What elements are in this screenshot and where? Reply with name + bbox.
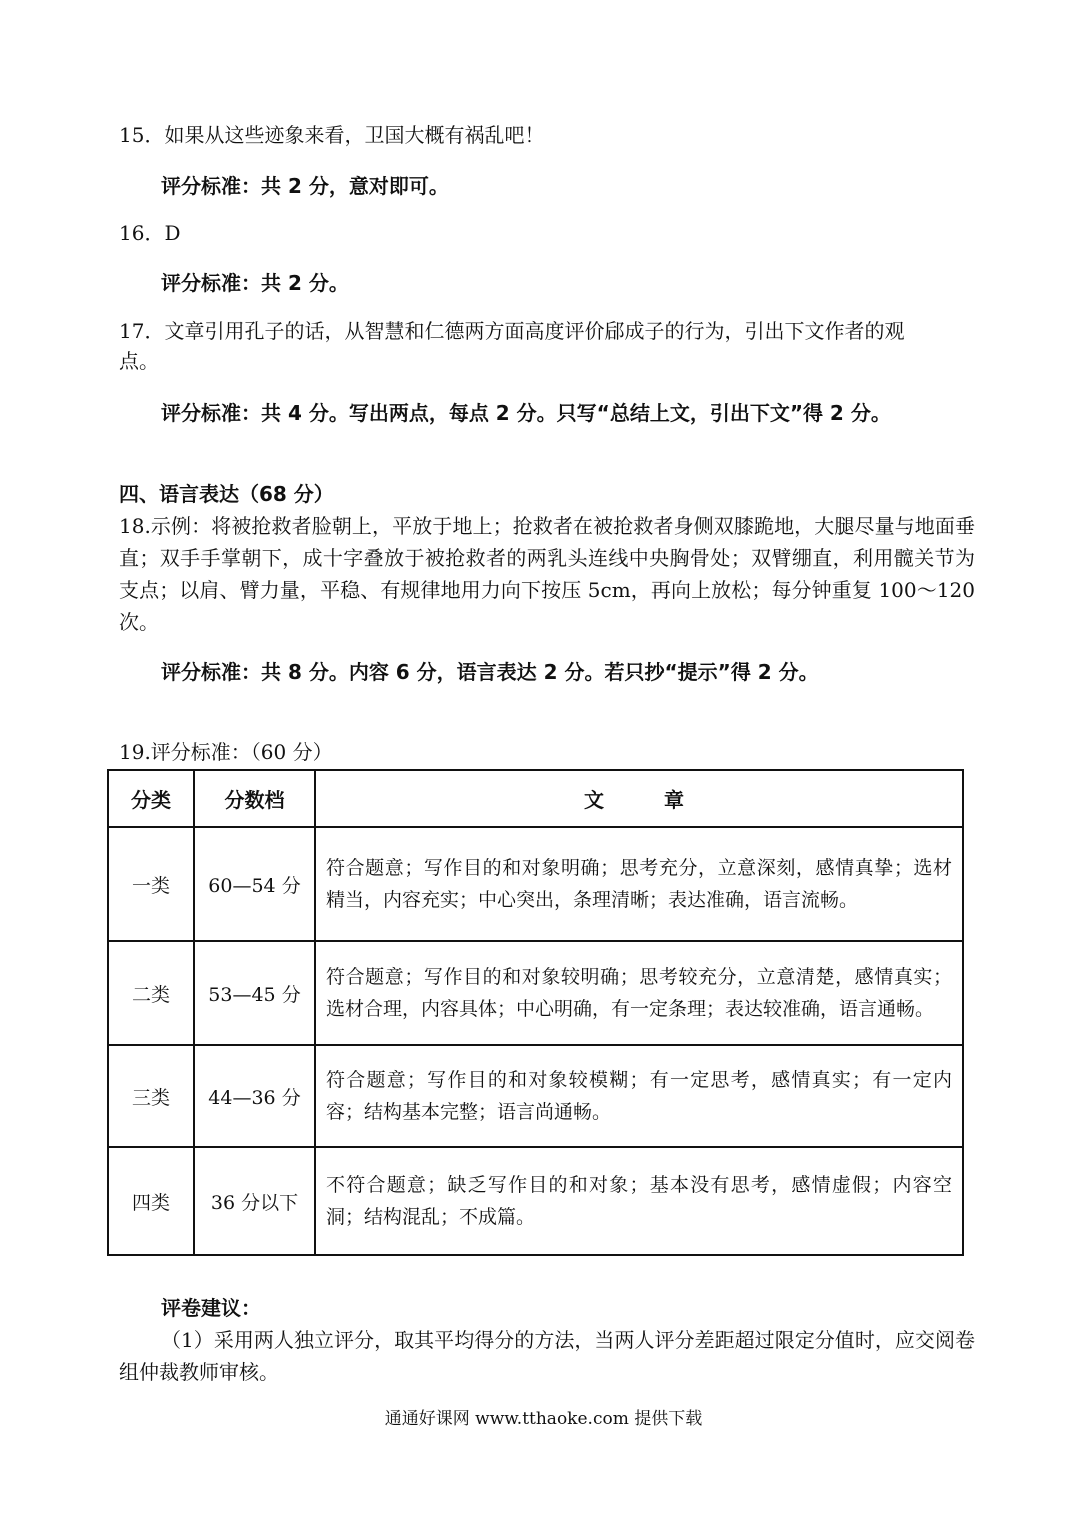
row-score-range: 53—45 分 xyxy=(194,941,315,1045)
rubric-table xyxy=(107,769,964,1256)
q16-answer: 16．D xyxy=(119,221,181,245)
row-category: 二类 xyxy=(108,941,194,1045)
table-row xyxy=(108,941,963,1045)
q15-answer: 15．如果从这些迹象来看，卫国大概有祸乱吧！ xyxy=(119,123,545,147)
q19-title: 19.评分标准：（60 分） xyxy=(119,740,333,764)
page-footer: 通通好课网 www.tthaoke.com 提供下载 xyxy=(384,1409,703,1429)
row-description: 符合题意；写作目的和对象较明确；思考较充分，立意清楚，感情真实；选材合理，内容具体；中心明确，有一定条理；表达较准确，语言通畅。 xyxy=(315,941,963,1045)
advice-item-1: （1）采用两人独立评分，取其平均得分的方法，当两人评分差距超过限定分值时，应交阅卷组仲裁教师审核。 xyxy=(119,1328,975,1384)
row-description: 不符合题意；缺乏写作目的和对象；基本没有思考，感情虚假；内容空洞；结构混乱；不成篇。 xyxy=(315,1147,963,1255)
table-row xyxy=(108,1147,963,1255)
q16-scoring: 评分标准：共 2 分。 xyxy=(161,271,349,295)
q15-scoring: 评分标准：共 2 分，意对即可。 xyxy=(161,174,449,198)
section-heading: 四、语言表达（68 分） xyxy=(119,482,334,506)
table-row xyxy=(108,827,963,941)
q17-scoring: 评分标准：共 4 分。写出两点，每点 2 分。只写“总结上文，引出下文”得 2 分。 xyxy=(161,401,891,425)
q17-answer-line2: 点。 xyxy=(119,349,159,373)
row-score-range: 60—54 分 xyxy=(194,827,315,941)
advice-heading: 评卷建议： xyxy=(161,1296,261,1320)
q18-scoring: 评分标准：共 8 分。内容 6 分，语言表达 2 分。若只抄“提示”得 2 分。 xyxy=(161,660,819,684)
row-category: 一类 xyxy=(108,827,194,941)
table-header-row xyxy=(108,770,963,827)
table-row xyxy=(108,1045,963,1147)
q18-answer: 18.示例：将被抢救者脸朝上，平放于地上；抢救者在被抢救者身侧双膝跪地，大腿尽量与地面垂直；双手手掌朝下，成十字叠放于被抢救者的两乳头连线中央胸骨处；双臂绷直，利用髋关节为支点；以肩、臂力量，平稳、有规律地用力向下按压 5cm，再向上放松；每分钟重复 100～120 次。 xyxy=(119,514,975,634)
header-category: 分类 xyxy=(108,770,194,827)
row-description: 符合题意；写作目的和对象明确；思考充分，立意深刻，感情真挚；选材精当，内容充实；中心突出，条理清晰；表达准确，语言流畅。 xyxy=(315,827,963,941)
row-score-range: 44—36 分 xyxy=(194,1045,315,1147)
row-description: 符合题意；写作目的和对象较模糊；有一定思考，感情真实；有一定内容；结构基本完整；语言尚通畅。 xyxy=(315,1045,963,1147)
header-article: 文章 xyxy=(315,770,963,827)
q17-answer-line1: 17．文章引用孔子的话，从智慧和仁德两方面高度评价郈成子的行为，引出下文作者的观 xyxy=(119,319,905,343)
row-category: 三类 xyxy=(108,1045,194,1147)
header-score-range: 分数档 xyxy=(194,770,315,827)
row-score-range: 36 分以下 xyxy=(194,1147,315,1255)
row-category: 四类 xyxy=(108,1147,194,1255)
